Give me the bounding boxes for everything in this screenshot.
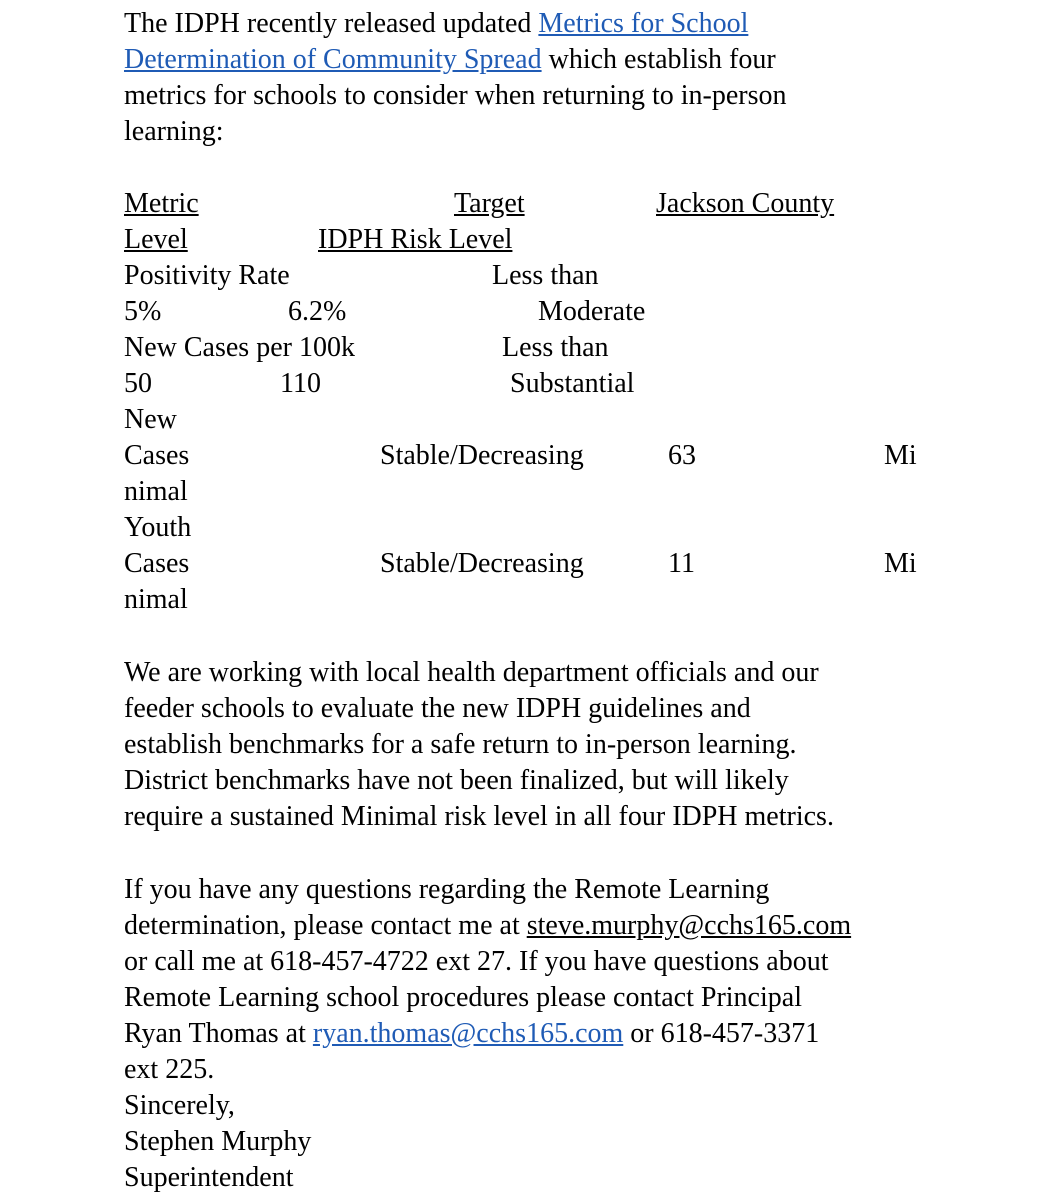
row-newcases100k-target-value: 50 (124, 368, 152, 399)
closing-salutation: Sincerely, (124, 1090, 235, 1121)
paragraph3-line-2 (124, 908, 851, 944)
row-newcases-risk: Mi (884, 440, 917, 471)
row-positivity-metric: Positivity Rate (124, 260, 290, 291)
header-metric: Metric (124, 188, 199, 219)
row-positivity-target-value: 5% (124, 296, 162, 327)
row-newcases100k-county-value: 110 (280, 368, 321, 399)
closing-name: Stephen Murphy (124, 1126, 312, 1157)
paragraph3-text: determination, please contact me at (124, 910, 527, 941)
row-newcases-county-value: 63 (668, 440, 696, 471)
row-positivity-target: Less than (492, 260, 599, 291)
row-newcases-target: Stable/Decreasing (380, 440, 584, 471)
row-newcases100k-metric: New Cases per 100k (124, 332, 355, 363)
principal-email-link[interactable]: ryan.thomas@cchs165.com (312, 1018, 624, 1049)
intro-text: The IDPH recently released updated (124, 8, 539, 39)
intro-line-4: learning: (124, 116, 224, 147)
intro-line-3: metrics for schools to consider when returning to in-person (124, 80, 787, 111)
superintendent-email-link[interactable]: steve.murphy@cchs165.com (526, 910, 852, 941)
intro-text: which establish four (541, 44, 776, 75)
row-newcases100k-target: Less than (502, 332, 609, 363)
row-youth-county-value: 11 (668, 548, 695, 579)
paragraph2-line-2: feeder schools to evaluate the new IDPH guidelines and (124, 693, 751, 724)
paragraph3-line-6: ext 225. (124, 1054, 215, 1085)
intro-line-2 (124, 42, 776, 78)
row-newcases-metric-cont: Cases (124, 440, 190, 471)
metrics-link-continued[interactable]: Determination of Community Spread (124, 44, 542, 75)
paragraph3-line-4: Remote Learning school procedures please contact Principal (124, 982, 802, 1013)
header-level: Level (124, 224, 188, 255)
paragraph3-line-3: or call me at 618-457-4722 ext 27. If you have questions about (124, 946, 829, 977)
header-target: Target (454, 188, 525, 219)
row-positivity-risk: Moderate (538, 296, 646, 327)
row-youth-metric: Youth (124, 512, 192, 543)
paragraph3-line-1: If you have any questions regarding the Remote Learning (124, 874, 770, 905)
intro-line-1 (124, 6, 748, 42)
closing-title: Superintendent (124, 1162, 294, 1193)
row-newcases-metric: New (124, 404, 177, 435)
row-newcases-risk-cont: nimal (124, 476, 188, 507)
row-newcases100k-risk: Substantial (510, 368, 635, 399)
header-idph-risk-level: IDPH Risk Level (318, 224, 513, 255)
paragraph3-line-5 (124, 1016, 819, 1052)
paragraph2-line-5: require a sustained Minimal risk level in all four IDPH metrics. (124, 801, 834, 832)
paragraph3-text: or 618-457-3371 (623, 1018, 820, 1049)
row-positivity-county-value: 6.2% (288, 296, 347, 327)
paragraph3-text: Ryan Thomas at (124, 1018, 313, 1049)
metrics-link[interactable]: Metrics for School (538, 8, 749, 39)
paragraph2-line-4: District benchmarks have not been finalized, but will likely (124, 765, 789, 796)
header-jackson-county: Jackson County (656, 188, 835, 219)
paragraph2-line-3: establish benchmarks for a safe return to in-person learning. (124, 729, 797, 760)
row-youth-risk: Mi (884, 548, 917, 579)
row-youth-metric-cont: Cases (124, 548, 190, 579)
row-youth-risk-cont: nimal (124, 584, 188, 615)
row-youth-target: Stable/Decreasing (380, 548, 584, 579)
paragraph2-line-1: We are working with local health department officials and our (124, 657, 819, 688)
